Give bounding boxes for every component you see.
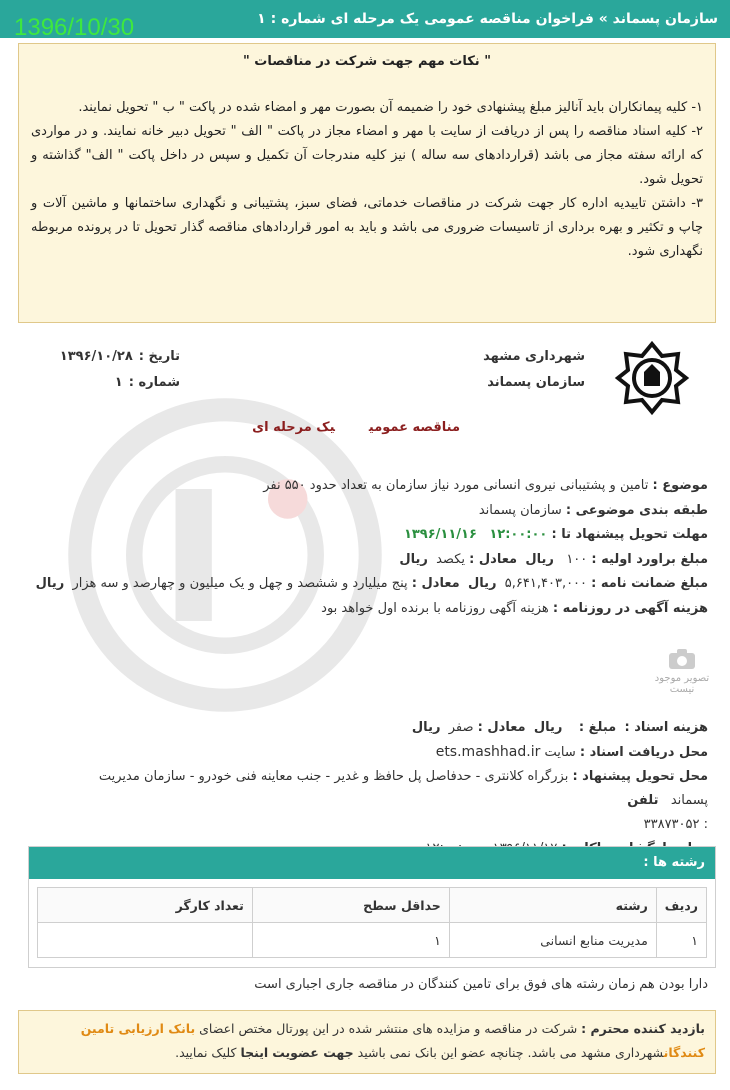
- letter-header: [0, 340, 730, 420]
- ad-cost-value: هزینه آگهی روزنامه با برنده اول خواهد بود: [321, 600, 549, 616]
- guarantee-value: ۵,۶۴۱,۴۰۳,۰۰۰: [504, 576, 588, 591]
- estimate-eq-label: معادل :: [469, 551, 518, 567]
- notes-title: " نکات مهم جهت شرکت در مناقصات ": [242, 54, 491, 69]
- page-title: سازمان پسماند » فراخوان مناقصه عمومی یک مرحله ای شماره : ۱: [257, 11, 718, 27]
- footer-notice: [18, 1010, 716, 1074]
- col-header: رشته: [449, 888, 656, 923]
- tender-kind: مناقصه عمومی: [368, 420, 460, 435]
- tender-stage: یک مرحله ای: [252, 420, 335, 435]
- footer-link-lead: جهت عضویت: [272, 1045, 354, 1060]
- doc-receive-label: محل دریافت اسناد :: [579, 745, 708, 760]
- footer-text1: شرکت در مناقصه و مزایده های منتشر شده در این پورتال مختص اعضای: [199, 1021, 578, 1036]
- category-value: سازمان پسماند: [478, 502, 562, 518]
- tender-details-2: هزینه اسناد : مبلغ : ریال معادل : صفر ریال محل دریافت اسناد : سایت ets.mashhad.ir محل تحویل پیشنهاد : بزرگراه کلانتری - حدفاصل پل حافظ و غدیر - جنب معاینه فنی خودرو - سازمان مدیریت پسماند تلفن : ۳۳۸۷۳۰۵۲: [18, 716, 708, 861]
- date-stamp: 1396/10/30: [14, 14, 135, 41]
- cell-workers: [38, 923, 253, 958]
- note-item: ۱- کلیه پیمانکاران باید آنالیز مبلغ پیشنهادی خود را ضمیمه آن بصورت مهر و امضاء شده در پاکت " ب " تحویل نمایند.: [78, 100, 703, 115]
- deadline-date: ۱۳۹۶/۱۱/۱۶: [403, 527, 477, 542]
- number-label: شماره :: [128, 375, 180, 390]
- guarantee-eq-label: معادل :: [411, 576, 460, 591]
- org-name: شهرداری مشهد: [483, 349, 585, 364]
- col-header: حداقل سطح: [252, 888, 449, 923]
- delivery-address: بزرگراه کلانتری - حدفاصل پل حافظ و غدیر - جنب معاینه فنی خودرو - سازمان مدیریت پسماند: [98, 769, 708, 808]
- table-row: [38, 923, 707, 958]
- estimate-eq-text: یکصد: [436, 551, 466, 567]
- deadline-time: ۱۲:۰۰:۰۰: [489, 527, 548, 542]
- number-value: ۱: [114, 375, 123, 390]
- doc-eq-label: معادل :: [477, 720, 526, 735]
- doc-amount-unit: ریال: [533, 720, 563, 735]
- phone-value: ۳۳۸۷۳۰۵۲: [643, 817, 700, 832]
- col-header: تعداد کارگر: [38, 888, 253, 923]
- estimate-value: ۱۰۰: [566, 551, 588, 567]
- no-image-placeholder: [652, 648, 712, 695]
- supplier-bank-link[interactable]: بانک ارزیابی تامین کنندگان: [80, 1021, 705, 1060]
- estimate-eq-unit: ریال: [399, 551, 428, 567]
- delivery-label: محل تحویل پیشنهاد :: [572, 769, 708, 784]
- footer-text3: کلیک نمایید.: [175, 1045, 237, 1060]
- doc-amount-label: مبلغ :: [578, 720, 617, 735]
- org-sub: سازمان پسماند: [487, 375, 585, 390]
- guarantee-eq-unit: ریال: [35, 576, 65, 591]
- fields-title: رشته ها :: [29, 847, 715, 879]
- footer-lead: بازدید کننده محترم :: [581, 1021, 705, 1036]
- cell-field: مدیریت منابع انسانی: [449, 923, 656, 958]
- date-label: تاریخ :: [138, 349, 180, 364]
- mashhad-municipality-logo-icon: [614, 340, 690, 416]
- guarantee-label: مبلغ ضمانت نامه :: [591, 576, 708, 591]
- note-item: ۲- کلیه اسناد مناقصه را پس از دریافت از سایت با مهر و امضاء مجاز در پاکت " الف " تحویل دبیر خانه نمایند. و در مواردی که ارائه سفته مجاز می باشد (قراردادهای سه ساله ) نیز کلیه مندرجات آن تکمیل و سپس در داخل پاکت " الف" گذاشته و تحویل شود.: [31, 124, 703, 187]
- guarantee-unit: ریال: [468, 576, 497, 591]
- fields-table: [37, 887, 707, 958]
- notes-box: [18, 43, 716, 323]
- doc-receive-prefix: سایت: [544, 745, 576, 760]
- doc-receive-site-link[interactable]: ets.mashhad.ir: [435, 744, 541, 760]
- no-image-text: تصویر موجود نیست: [654, 673, 710, 695]
- ad-cost-label: هزینه آگهی در روزنامه :: [552, 600, 708, 616]
- camera-icon: [668, 648, 696, 670]
- doc-cost-label: هزینه اسناد :: [624, 720, 708, 735]
- tender-type: [218, 420, 460, 435]
- mandatory-note: دارا بودن هم زمان رشته های فوق برای تامین کنندگان در مناقصه جاری اجباری است: [254, 977, 708, 992]
- date-value: ۱۳۹۶/۱۰/۲۸: [59, 349, 133, 364]
- doc-eq-text: صفر: [448, 720, 474, 735]
- subject-value: تامین و پشتیبانی نیروی انسانی مورد نیاز سازمان به تعداد حدود ۵۵۰ نفر: [263, 478, 649, 493]
- note-item: ۳- داشتن تاییدیه اداره کار جهت شرکت در مناقصات خدماتی، فضای سبز، پشتیبانی و نگهداری ساختمانها و ماشین آلات و چاپ و تکثیر و بهره برداری از تاسیسات ضروری می باشد و باید به امور قراردادهای مناقصه گذار تحویل تا در پرونده مربوطه نگهداری شود.: [31, 196, 703, 259]
- footer-text2: شهرداری مشهد می باشد. چنانچه عضو این بانک نمی باشید: [357, 1045, 664, 1060]
- tender-details: [18, 474, 708, 621]
- estimate-unit: ریال: [525, 551, 554, 567]
- deadline-label: مهلت تحویل پیشنهاد تا :: [551, 527, 708, 542]
- doc-eq-unit: ریال: [411, 720, 441, 735]
- category-label: طبقه بندی موضوعی :: [565, 502, 708, 518]
- register-here-link[interactable]: اینجا: [240, 1045, 269, 1060]
- estimate-label: مبلغ براورد اولیه :: [591, 551, 708, 567]
- org-block: [483, 344, 585, 396]
- guarantee-eq-text: پنج میلیارد و ششصد و چهل و یک میلیون و چهارصد و سه هزار: [72, 576, 408, 591]
- cell-min-level: ۱: [252, 923, 449, 958]
- phone-label: تلفن: [627, 793, 659, 808]
- cell-index: ۱: [656, 923, 706, 958]
- letter-meta: [40, 344, 180, 396]
- subject-label: موضوع :: [652, 478, 708, 493]
- col-header: ردیف: [656, 888, 706, 923]
- fields-section: [28, 846, 716, 968]
